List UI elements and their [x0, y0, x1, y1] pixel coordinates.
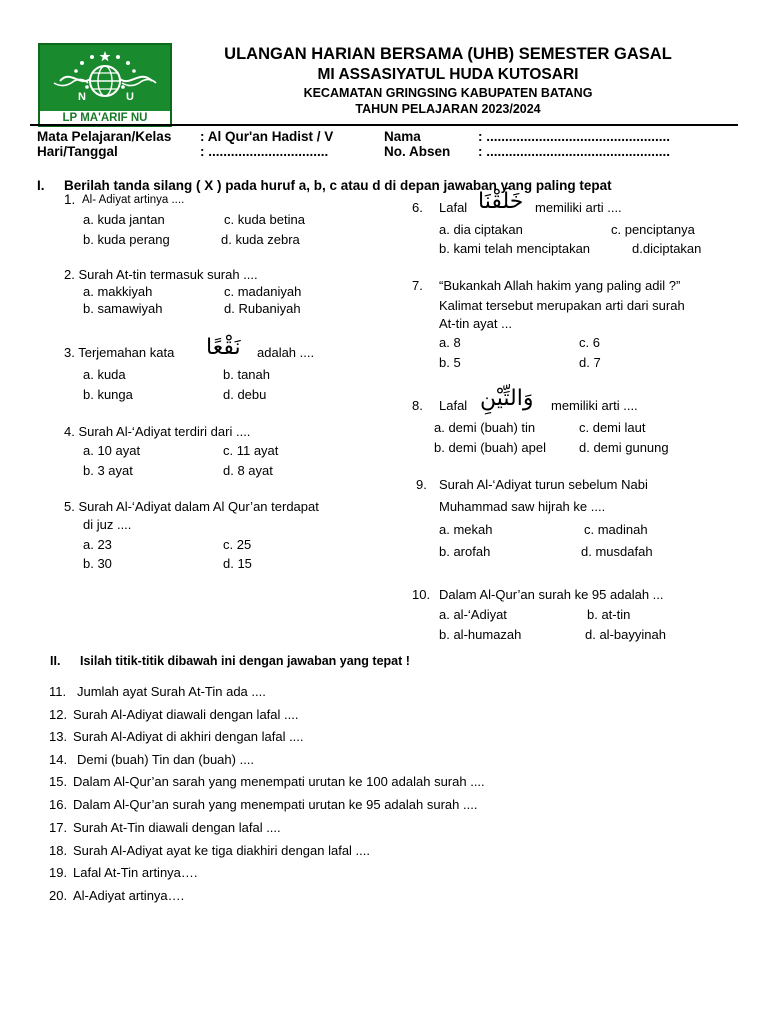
q1-option-b: b. kuda perang [83, 232, 170, 247]
absent-number-label: No. Absen [384, 144, 451, 159]
q10-number: 10. [412, 587, 431, 602]
q5-option-a: a. 23 [83, 537, 112, 552]
q7-text: “Bukankah Allah hakim yang paling adil ?” [439, 278, 681, 293]
item-14-number: 14. [49, 752, 68, 767]
q3-option-c: b. tanah [223, 367, 270, 382]
q1-option-c: c. kuda betina [224, 212, 305, 227]
item-18-number: 18. [49, 843, 68, 858]
q5-option-d: d. 15 [223, 556, 252, 571]
q4-option-d: d. 8 ayat [223, 463, 273, 478]
q8-text: Lafal [439, 398, 468, 413]
item-11-text: Jumlah ayat Surah At-Tin ada .... [77, 684, 266, 699]
q4-option-c: c. 11 ayat [223, 443, 279, 458]
q4-text: 4. Surah Al-‘Adiyat terdiri dari .... [64, 424, 251, 439]
item-17-number: 17. [49, 820, 68, 835]
q1-option-d: d. kuda zebra [221, 232, 300, 247]
q7-text-line3: At-tin ayat ... [439, 316, 512, 331]
q3-text: 3. Terjemahan kata [64, 345, 175, 360]
item-13-number: 13. [49, 729, 68, 744]
item-17-text: Surah At-Tin diawali dengan lafal .... [73, 820, 281, 835]
item-16-text: Dalam Al-Qur’an surah yang menempati urutan ke 95 adalah surah .... [73, 797, 478, 812]
section-2-instruction: Isilah titik-titik dibawah ini dengan jawaban yang tepat ! [80, 654, 410, 668]
q3-option-d: d. debu [223, 387, 267, 402]
item-14-text: Demi (buah) Tin dan (buah) .... [77, 752, 255, 767]
q3-arabic-word: نَقْعًا [206, 335, 241, 360]
q2-option-a: a. makkiyah [83, 284, 153, 299]
q8-option-c: c. demi laut [579, 420, 646, 435]
q10-option-c: b. at-tin [587, 607, 631, 622]
q8-text-after: memiliki arti .... [551, 398, 638, 413]
q3-option-b: b. kunga [83, 387, 133, 402]
q6-text: Lafal [439, 200, 468, 215]
school-year: TAHUN PELAJARAN 2023/2024 [355, 102, 541, 116]
q10-option-b: b. al-humazah [439, 627, 522, 642]
q10-text: Dalam Al-Qur’an surah ke 95 adalah ... [439, 587, 664, 602]
q6-option-b: b. kami telah menciptakan [439, 241, 591, 256]
q8-option-d: d. demi gunung [579, 440, 669, 455]
item-11-number: 11. [49, 684, 67, 699]
item-12-number: 12. [49, 707, 68, 722]
header-divider [30, 124, 738, 126]
school-name: MI ASSASIYATUL HUDA KUTOSARI [317, 66, 579, 83]
subject-value: : Al Qur'an Hadist / V [200, 129, 334, 144]
exam-title: ULANGAN HARIAN BERSAMA (UHB) SEMESTER GASAL [224, 45, 672, 63]
q9-option-a: a. mekah [439, 522, 493, 537]
subject-label: Mata Pelajaran/Kelas [37, 129, 172, 144]
lp-maarif-nu-logo [38, 43, 172, 127]
q4-option-b: b. 3 ayat [83, 463, 133, 478]
q8-option-b: b. demi (buah) apel [434, 440, 547, 455]
q1-number: 1. [64, 192, 76, 207]
q9-text: Surah Al-‘Adiyat turun sebelum Nabi [439, 477, 648, 492]
q6-option-a: a. dia ciptakan [439, 222, 523, 237]
q9-text-line2: Muhammad saw hijrah ke .... [439, 499, 606, 514]
q3-text-after: adalah .... [257, 345, 315, 360]
q8-arabic-word: وَالتِّيْنِ [480, 386, 534, 411]
q10-option-a: a. al-‘Adiyat [439, 607, 507, 622]
item-20-text: Al-Adiyat artinya…. [73, 888, 185, 903]
q7-text-line2: Kalimat tersebut merupakan arti dari surah [439, 298, 685, 313]
q5-option-b: b. 30 [83, 556, 112, 571]
q7-option-a: a. 8 [439, 335, 461, 350]
q7-option-c: c. 6 [579, 335, 600, 350]
q9-option-b: b. arofah [439, 544, 491, 559]
date-label: Hari/Tanggal [37, 144, 118, 159]
q5-option-c: c. 25 [223, 537, 252, 552]
q7-option-d: d. 7 [579, 355, 601, 370]
item-12-text: Surah Al-Adiyat diawali dengan lafal .... [73, 707, 299, 722]
logo-label: LP MA'ARIF NU [40, 111, 170, 125]
absent-number-value: : ................................................. [478, 144, 671, 159]
item-15-number: 15. [49, 774, 68, 789]
q4-option-a: a. 10 ayat [83, 443, 141, 458]
q1-text: Al- Adiyat artinya .... [82, 194, 185, 206]
item-13-text: Surah Al-Adiyat di akhiri dengan lafal .... [73, 729, 304, 744]
item-18-text: Surah Al-Adiyat ayat ke tiga diakhiri dengan lafal .... [73, 843, 371, 858]
section-2-number: II. [50, 654, 61, 668]
q6-text-after: memiliki arti .... [535, 200, 622, 215]
q8-number: 8. [412, 398, 423, 413]
q1-option-a: a. kuda jantan [83, 212, 165, 227]
item-19-number: 19. [49, 865, 68, 880]
item-16-number: 16. [49, 797, 68, 812]
date-value: : ................................ [200, 144, 329, 159]
q9-number: 9. [416, 477, 427, 492]
q7-number: 7. [412, 278, 423, 293]
q6-number: 6. [412, 200, 423, 215]
q2-option-c: c. madaniyah [224, 284, 302, 299]
nu-globe-emblem-icon [40, 47, 170, 109]
q7-option-b: b. 5 [439, 355, 461, 370]
logo-letter-u: U [126, 91, 134, 103]
q2-option-b: b. samawiyah [83, 301, 163, 316]
item-19-text: Lafal At-Tin artinya…. [73, 865, 198, 880]
section-1-number: I. [37, 178, 45, 193]
logo-letter-n: N [78, 91, 86, 103]
q10-option-d: d. al-bayyinah [585, 627, 666, 642]
q5-text: 5. Surah Al-‘Adiyat dalam Al Qur’an terdapat [64, 499, 319, 514]
district-name: KECAMATAN GRINGSING KABUPATEN BATANG [303, 86, 593, 100]
q6-option-c: c. penciptanya [611, 222, 695, 237]
item-20-number: 20. [49, 888, 68, 903]
q2-option-d: d. Rubaniyah [224, 301, 301, 316]
q9-option-c: c. madinah [584, 522, 648, 537]
q6-arabic-word: خَلَقْنَا [478, 189, 524, 214]
q9-option-d: d. musdafah [581, 544, 653, 559]
name-label: Nama [384, 129, 421, 144]
name-value: : ................................................. [478, 129, 671, 144]
q8-option-a: a. demi (buah) tin [434, 420, 536, 435]
q5-text-line2: di juz .... [83, 517, 132, 532]
q3-option-a: a. kuda [83, 367, 126, 382]
section-1-instruction: Berilah tanda silang ( X ) pada huruf a, b, c atau d di depan jawaban yang paling tepat [64, 178, 612, 193]
q6-option-d: d.diciptakan [632, 241, 702, 256]
item-15-text: Dalam Al-Qur’an sarah yang menempati urutan ke 100 adalah surah .... [73, 774, 485, 789]
q2-text: 2. Surah At-tin termasuk surah .... [64, 267, 258, 282]
